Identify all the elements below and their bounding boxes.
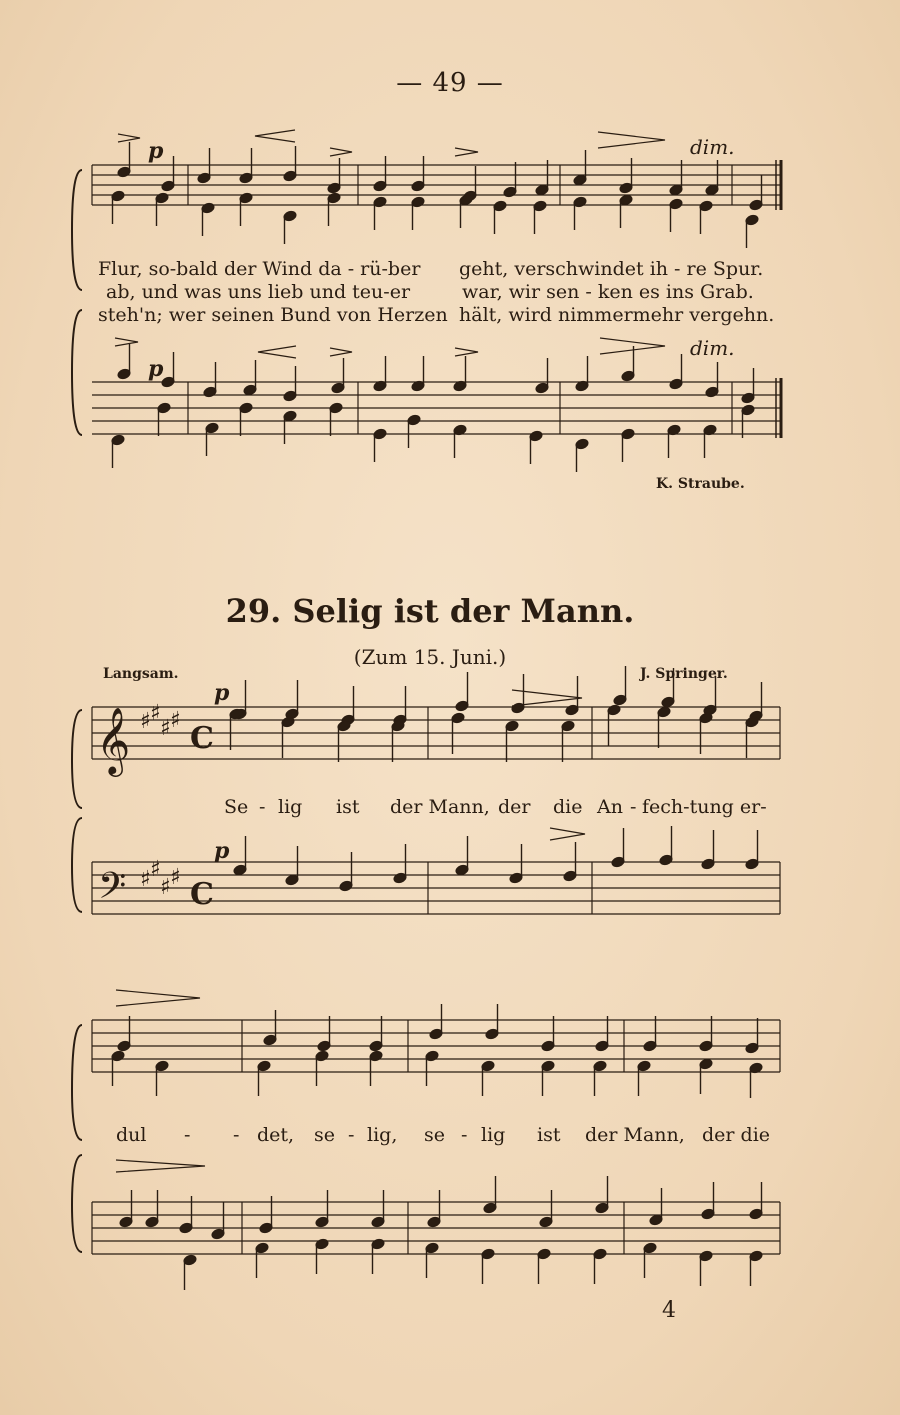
svg-text:♯: ♯ — [170, 708, 181, 733]
svg-text:♯: ♯ — [160, 875, 171, 900]
svg-text:♯: ♯ — [160, 716, 171, 741]
lyric-line1-a: Flur, so-bald der Wind da - rü-ber — [98, 258, 421, 280]
lyric-line1-b: geht, verschwindet ih - re Spur. — [459, 258, 764, 280]
page-number: — 49 — — [396, 68, 504, 98]
piece-subtitle: (Zum 15. Juni.) — [353, 645, 507, 669]
lyric-syllable: fech-tung er- — [642, 796, 767, 818]
lyric-syllable: der — [498, 796, 531, 818]
lyric-syllable: der Mann, — [390, 796, 490, 818]
lyric-syllable: lig — [481, 1124, 506, 1146]
lyric-line2-a: ab, und was uns lieb und teu-er — [106, 281, 411, 303]
lyric-syllable: - — [259, 796, 266, 818]
svg-text:♯: ♯ — [150, 701, 161, 726]
dynamic-p: p — [148, 138, 164, 164]
lyric-syllable: ist — [336, 796, 360, 818]
staff-treble-3 — [92, 1020, 780, 1072]
lyric-syllable: det, — [257, 1124, 295, 1146]
lyric-syllable: dul — [116, 1124, 147, 1146]
lyric-line2-b: war, wir sen - ken es ins Grab. — [462, 281, 754, 303]
lyric-syllable: der Mann, — [585, 1124, 685, 1146]
signature-number: 4 — [662, 1298, 676, 1323]
lyric-syllable: der die — [702, 1124, 771, 1146]
lyric-syllable: Se — [224, 796, 249, 818]
piece-title: 29. Selig ist der Mann. — [225, 592, 635, 630]
lyric-syllable: se — [424, 1124, 445, 1146]
lyric-syllable: lig, — [367, 1124, 398, 1146]
lyric-syllable: se — [314, 1124, 335, 1146]
lyric-line3-b: hält, wird nimmermehr vergehn. — [459, 304, 775, 326]
svg-text:♯: ♯ — [170, 865, 181, 890]
svg-text:♯: ♯ — [150, 857, 161, 882]
dynamic-p-bass: p — [214, 838, 230, 864]
treble-clef: 𝄞 — [96, 706, 131, 774]
lyric-line3-a: steh'n; wer seinen Bund von Herzen — [98, 304, 448, 326]
lyric-syllable: lig — [278, 796, 303, 818]
svg-text:♯: ♯ — [140, 867, 151, 892]
lyric-syllable: - — [461, 1124, 468, 1146]
svg-text:♯: ♯ — [140, 709, 151, 734]
svg-text:C: C — [190, 877, 214, 912]
dynamic-dim-lower: dim. — [690, 336, 735, 360]
lyric-syllable: - — [348, 1124, 355, 1146]
composer-straube: K. Straube. — [656, 476, 745, 492]
dynamic-p-lower: p — [148, 356, 164, 382]
lyric-syllable: - — [184, 1124, 191, 1146]
lyric-syllable: An — [597, 796, 623, 818]
composer-springer: J. Springer. — [640, 666, 728, 682]
lyric-syllable: ist — [537, 1124, 561, 1146]
lyric-syllable: - — [233, 1124, 240, 1146]
lyric-syllable: die — [553, 796, 583, 818]
svg-text:C: C — [190, 721, 214, 756]
lyric-syllable: - — [630, 796, 637, 818]
bass-clef: 𝄢 — [98, 865, 127, 916]
tempo-marking: Langsam. — [103, 666, 179, 682]
dynamic-p-treble: p — [214, 680, 230, 706]
dynamic-dim: dim. — [690, 135, 735, 159]
